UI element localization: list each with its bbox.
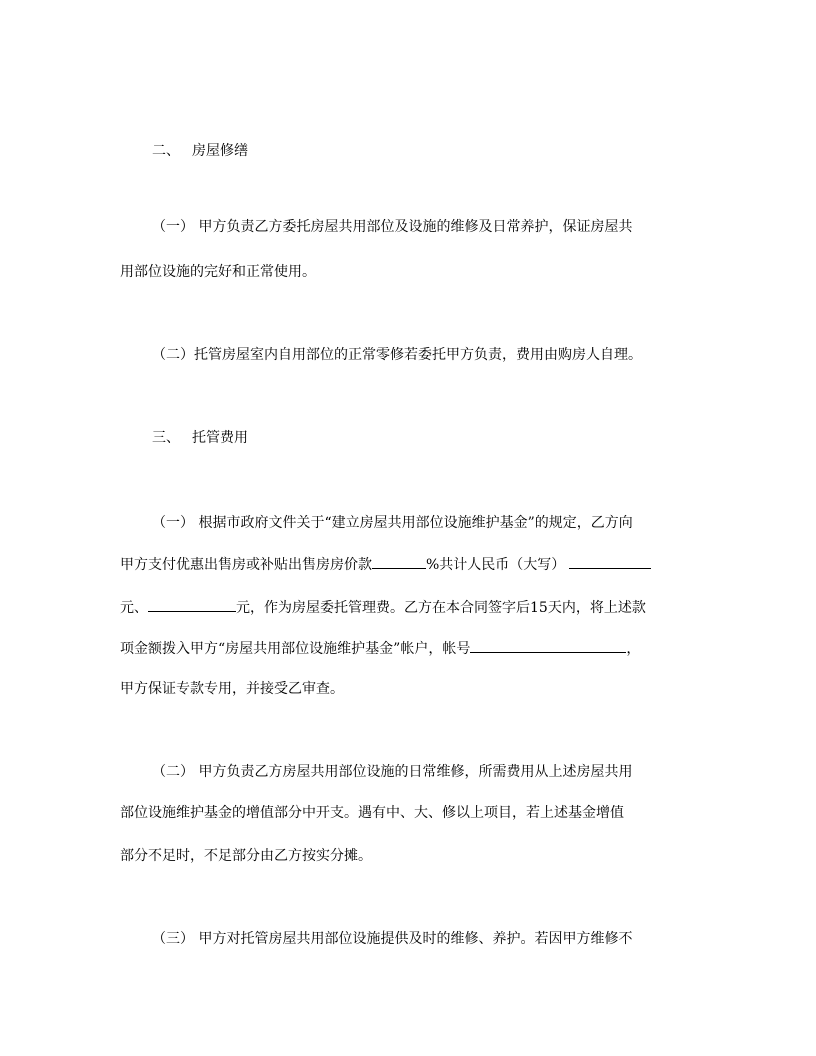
section-heading-2 (152, 141, 248, 161)
fill-blank-amount-uppercase[interactable] (569, 554, 651, 569)
paragraph-line: 元、 元，作为房屋委托管理费。乙方在本合同签字后15天内，将上述款 (120, 597, 646, 618)
paragraph-line: 部分不足时，不足部分由乙方按实分摊。 (120, 848, 372, 864)
paragraph-line: 部位设施维护基金的增值部分中开支。遇有中、大、修以上项目，若上述基金增值 (120, 805, 624, 821)
section-heading-3 (152, 428, 248, 448)
fill-blank-account-number[interactable] (470, 638, 626, 653)
paragraph-line: （一） 根据市政府文件关于“建立房屋共用部位设施维护基金”的规定，乙方向 (152, 515, 633, 531)
section-number: 二、 (152, 143, 180, 159)
paragraph-line: （一） 甲方负责乙方委托房屋共用部位及设施的维修及日常养护，保证房屋共 (152, 219, 633, 235)
paragraph-line: （三） 甲方对托管房屋共用部位设施提供及时的维修、养护。若因甲方维修不 (152, 931, 633, 947)
fill-blank-amount[interactable] (148, 597, 236, 612)
section-title: 托管费用 (192, 430, 248, 446)
section-number: 三、 (152, 430, 180, 446)
fill-blank-percent[interactable] (372, 554, 426, 569)
paragraph-line: （二）托管房屋室内自用部位的正常零修若委托甲方负责，费用由购房人自理。 (152, 347, 642, 363)
paragraph-line: 甲方保证专款专用，并接受乙审查。 (120, 681, 344, 697)
paragraph-line: （二） 甲方负责乙方房屋共用部位设施的日常维修，所需费用从上述房屋共用 (152, 764, 633, 780)
paragraph-line: 项金额拨入甲方“房屋共用部位设施维护基金”帐户，帐号 ， (120, 638, 640, 659)
paragraph-line: 用部位设施的完好和正常使用。 (120, 264, 316, 280)
paragraph-line: 甲方支付优惠出售房或补贴出售房房价款 %共计人民币（大写） (120, 554, 651, 575)
section-title: 房屋修缮 (192, 143, 248, 159)
